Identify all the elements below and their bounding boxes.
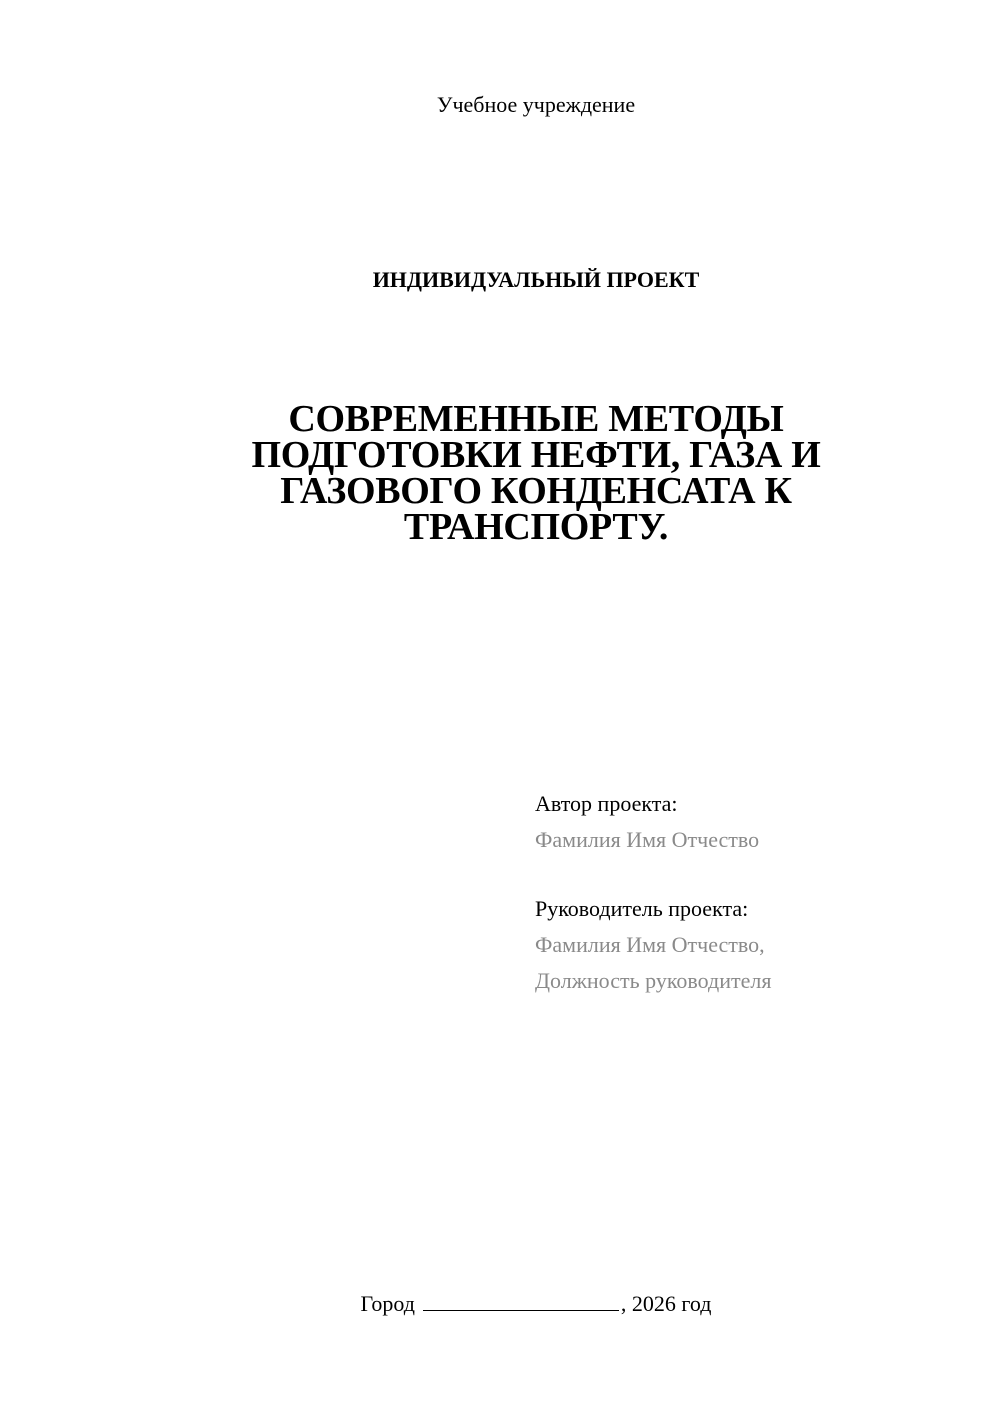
supervisor-block xyxy=(535,891,975,999)
author-block xyxy=(535,786,975,858)
city-label: Город xyxy=(360,1291,415,1316)
city-blank-line xyxy=(423,1292,619,1311)
author-name-placeholder: Фамилия Имя Отчество xyxy=(535,827,760,852)
project-title xyxy=(200,398,872,548)
title-line: ГАЗОВОГО КОНДЕНСАТА К xyxy=(280,470,792,512)
footer-city-year xyxy=(0,1290,1000,1318)
institution-name: Учебное учреждение xyxy=(436,92,636,117)
title-line: ПОДГОТОВКИ НЕФТИ, ГАЗА И xyxy=(251,434,821,476)
supervisor-position-placeholder: Должность руководителя xyxy=(535,968,772,993)
title-line: СОВРЕМЕННЫЕ МЕТОДЫ xyxy=(288,398,784,440)
document-type: ИНДИВИДУАЛЬНЫЙ ПРОЕКТ xyxy=(372,267,700,292)
year-text: , 2026 год xyxy=(620,1291,712,1316)
title-line: ТРАНСПОРТУ. xyxy=(403,506,669,548)
author-label: Автор проекта: xyxy=(535,791,678,816)
supervisor-label: Руководитель проекта: xyxy=(535,896,749,921)
supervisor-name-placeholder: Фамилия Имя Отчество, xyxy=(535,932,765,957)
